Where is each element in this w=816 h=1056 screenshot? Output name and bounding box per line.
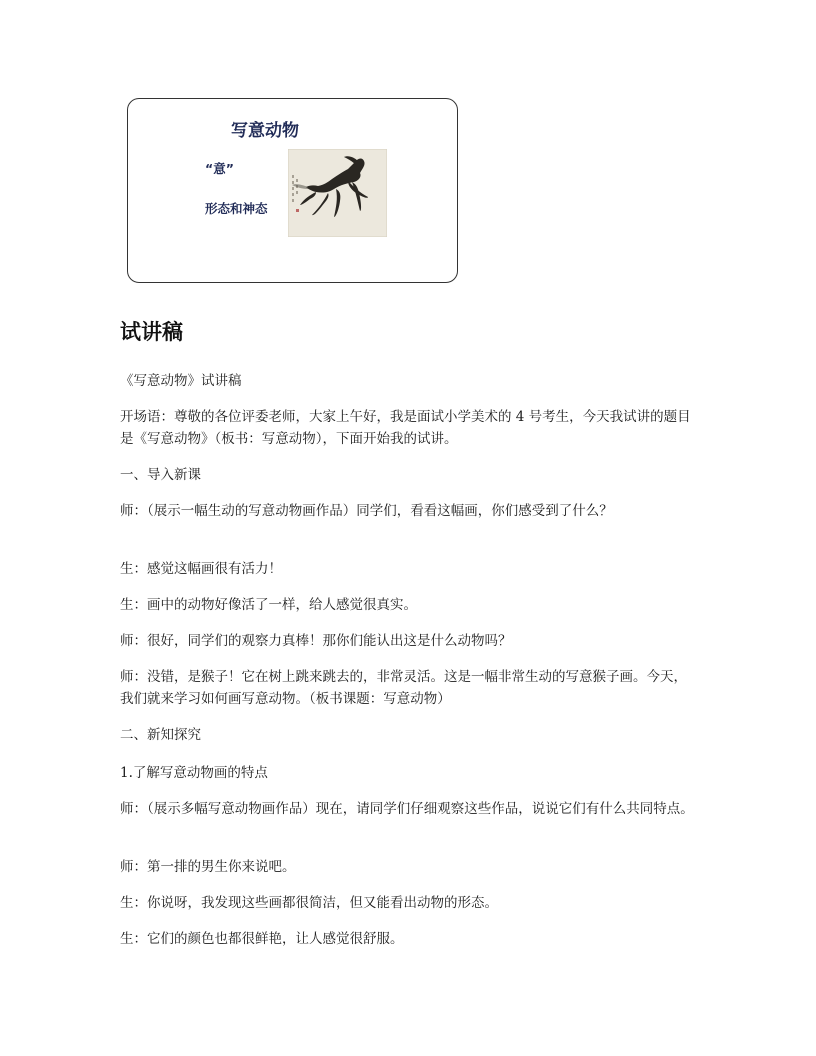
paragraph-teacher-3: 师：没错，是猴子！它在树上跳来跳去的，非常灵活。这是一幅非常生动的写意猴子画。今天，我们就来学习如何画写意动物。（板书课题：写意动物） — [120, 669, 687, 707]
section-heading-explore: 二、新知探究 — [120, 727, 201, 743]
board-title: 写意动物 — [231, 121, 299, 141]
subsection-heading-1: 1.了解写意动物画的特点 — [120, 765, 268, 781]
section-heading-intro: 一、导入新课 — [120, 467, 201, 483]
blackboard-card — [127, 98, 458, 283]
paragraph-teacher-5: 师：第一排的男生你来说吧。 — [120, 859, 296, 875]
paragraph-student-2: 生：画中的动物好像活了一样，给人感觉很真实。 — [120, 597, 417, 613]
horse-painting-image — [288, 149, 387, 237]
paragraph-opening: 开场语：尊敬的各位评委老师，大家上午好，我是面试小学美术的 4 号考生，今天我试讲的题目是《写意动物》（板书：写意动物），下面开始我的试讲。 — [120, 409, 691, 447]
paragraph-teacher-4: 师：（展示多幅写意动物画作品）现在，请同学们仔细观察这些作品，说说它们有什么共同特点。 — [120, 801, 694, 817]
board-subtitle: 形态和神态 — [205, 201, 268, 216]
paragraph-teacher-2: 师：很好，同学们的观察力真棒！那你们能认出这是什么动物吗？ — [120, 633, 512, 649]
page-heading: 试讲稿 — [120, 320, 183, 344]
paragraph-teacher-1: 师：（展示一幅生动的写意动物画作品）同学们，看看这幅画，你们感受到了什么？ — [120, 503, 613, 519]
paragraph-student-1: 生：感觉这幅画很有活力！ — [120, 561, 282, 577]
board-keyword: “意” — [205, 161, 234, 176]
document-title-line: 《写意动物》试讲稿 — [120, 373, 242, 389]
paragraph-student-4: 生：它们的颜色也都很鲜艳，让人感觉很舒服。 — [120, 931, 404, 947]
paragraph-student-3: 生：你说呀，我发现这些画都很简洁，但又能看出动物的形态。 — [120, 895, 498, 911]
